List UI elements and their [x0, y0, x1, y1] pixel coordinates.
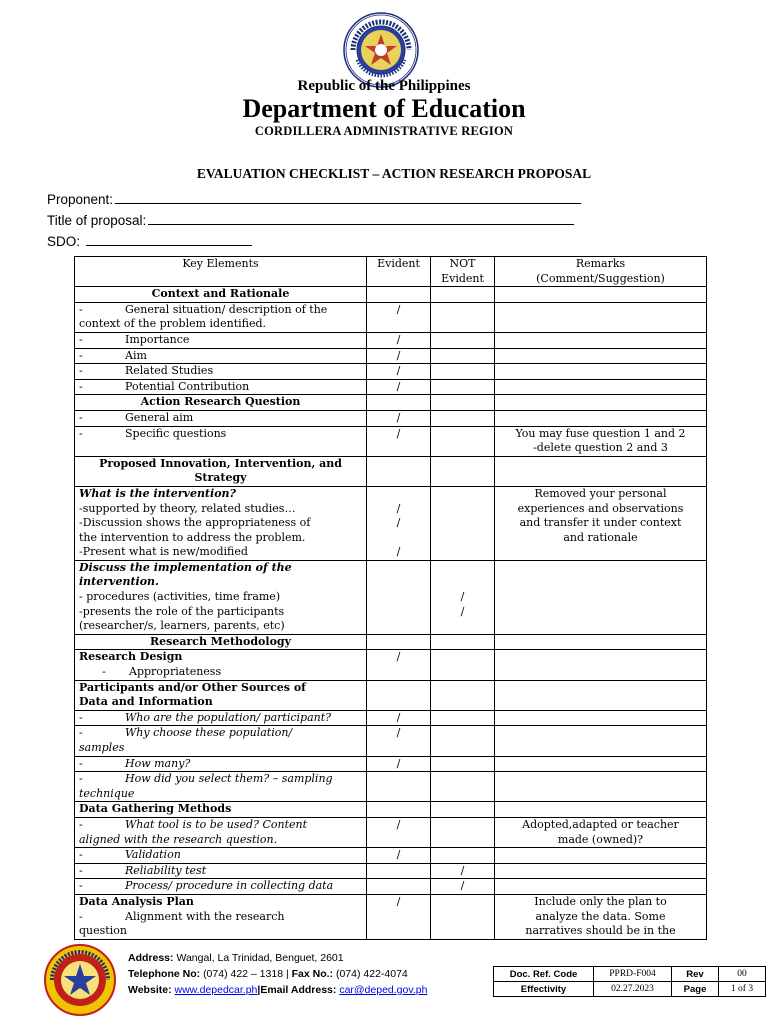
section-row [75, 634, 707, 650]
region-heading: CORDILLERA ADMINISTRATIVE REGION [254, 124, 514, 138]
republic-heading: Republic of the Philippines [297, 78, 471, 94]
row-how-many: How many? [125, 756, 191, 770]
remark-tool: Adopted,adapted or teacher made (owned)? [495, 817, 707, 847]
row-reliability: Reliability test [125, 863, 207, 877]
section-context: Context and Rationale [75, 287, 367, 303]
table-row [75, 817, 707, 847]
doc-ref-table [493, 966, 766, 997]
sdo-line [86, 234, 252, 246]
section-arq: Action Research Question [75, 395, 367, 411]
checklist-table [74, 256, 707, 940]
remark-intervention: Removed your personal experiences and observations and transfer it under context and rationale [495, 486, 707, 560]
table-row [75, 486, 707, 560]
doc-ref-code-label: Doc. Ref. Code [494, 967, 594, 982]
section-row [75, 456, 707, 486]
remark-data-analysis: Include only the plan to analyze the data. Some narratives should be in the [495, 894, 707, 939]
rev-value: 00 [719, 967, 766, 982]
evident-mark: / [367, 379, 431, 395]
table-header-row [75, 257, 707, 287]
evident-mark: / [367, 710, 431, 726]
row-related-studies: Related Studies [125, 364, 214, 378]
evident-mark: / [367, 410, 431, 426]
row-research-design: Research Design - Appropriateness [75, 650, 367, 680]
evident-mark: / [367, 364, 431, 380]
evident-mark: / [367, 426, 431, 456]
row-potential-contribution: Potential Contribution [125, 379, 250, 393]
evident-mark: / [367, 302, 431, 332]
header-remarks: Remarks (Comment/Suggestion) [495, 257, 707, 287]
deped-seal [343, 12, 419, 88]
document-title: EVALUATION CHECKLIST – ACTION RESEARCH PROPOSAL [196, 166, 592, 181]
row-general-situation: - General situation/ description of the context of the problem identified. [75, 302, 367, 332]
row-data-gathering: Data Gathering Methods [75, 802, 367, 818]
doc-ref-code: PPRD-F004 [594, 967, 672, 982]
evident-mark: / [367, 756, 431, 772]
header-key-elements: Key Elements [75, 257, 367, 287]
row-data-analysis: Data Analysis Plan - Alignment with the research question [75, 894, 367, 939]
effectivity-value: 02.27.2023 [594, 982, 672, 997]
email-link[interactable]: car@deped.gov.ph [339, 984, 428, 996]
page-label: Page [672, 982, 719, 997]
website-link[interactable]: www.depedcar.ph [174, 984, 258, 996]
evident-mark: / [367, 348, 431, 364]
table-row: - Aim / [75, 348, 707, 364]
footer-fax: (074) 422-4074 [335, 968, 408, 980]
table-row [75, 802, 707, 818]
header-not-evident: NOT Evident [431, 257, 495, 287]
evident-mark: / [367, 848, 431, 864]
table-row [75, 772, 707, 802]
proponent-field [47, 192, 581, 207]
remark-specific-questions: You may fuse question 1 and 2 -delete question 2 and 3 [495, 426, 707, 456]
evident-marks: / / / [367, 486, 431, 560]
row-importance: Importance [125, 332, 190, 346]
section-row [75, 395, 707, 411]
table-row: - Process/ procedure in collecting data / [75, 879, 707, 895]
table-row [75, 302, 707, 332]
row-implementation: Discuss the implementation of the intervention. - procedures (activities, time frame) -presents the role of the participants (researcher/s, learners, parents, etc) [75, 560, 367, 634]
table-row [75, 560, 707, 634]
table-row: - Validation / [75, 848, 707, 864]
row-specific-questions: Specific questions [125, 426, 227, 440]
proposal-title-line [148, 213, 574, 225]
footer-address: Wangal, La Trinidad, Benguet, 2601 [176, 952, 344, 964]
table-row [75, 894, 707, 939]
proponent-label: Proponent: [47, 192, 114, 207]
row-aim: Aim [125, 348, 147, 362]
department-heading: Department of Education [242, 94, 526, 123]
table-row: - Importance / [75, 332, 707, 348]
row-why-choose: - Why choose these population/ samples [75, 726, 367, 756]
not-evident-marks: / / [431, 560, 495, 634]
not-evident-mark: / [431, 863, 495, 879]
table-row: - How many? / [75, 756, 707, 772]
table-row: - Potential Contribution / [75, 379, 707, 395]
table-row: - Specific questions / You may fuse question 1 and 2 -delete question 2 and 3 [75, 426, 707, 456]
footer-contact: Address: Wangal, La Trinidad, Benguet, 2601 Telephone No: (074) 422 – 1318 | Fax No.: (074) 422-4074 Website: www.depedcar.ph|Email Address: car@deped.gov.ph [128, 952, 428, 996]
row-participants: Participants and/or Other Sources of Data and Information [75, 680, 367, 710]
not-evident-mark: / [431, 879, 495, 895]
section-innovation: Proposed Innovation, Intervention, and Strategy [75, 456, 367, 486]
table-row [75, 726, 707, 756]
evident-mark: / [367, 817, 431, 847]
table-row [75, 680, 707, 710]
rev-label: Rev [672, 967, 719, 982]
row-who-population: Who are the population/ participant? [125, 710, 332, 724]
footer-telephone: (074) 422 – 1318 [203, 968, 284, 980]
row-tool: - What tool is to be used? Content aligned with the research question. [75, 817, 367, 847]
section-row [75, 287, 707, 303]
table-row: - Related Studies / [75, 364, 707, 380]
effectivity-label: Effectivity [494, 982, 594, 997]
row-how-select: - How did you select them? – sampling technique [75, 772, 367, 802]
evident-mark: / [367, 332, 431, 348]
table-row [75, 650, 707, 680]
section-methodology: Research Methodology [75, 634, 367, 650]
table-row: - Reliability test / [75, 863, 707, 879]
sdo-label: SDO: [47, 234, 81, 249]
proponent-line [115, 192, 581, 204]
row-intervention: What is the intervention? -supported by theory, related studies… -Discussion shows the appropriateness of the intervention to address the problem. -Present what is new/modified [75, 486, 367, 560]
proposal-title-field [47, 213, 574, 228]
sdo-field [47, 234, 252, 249]
page-value: 1 of 3 [719, 982, 766, 997]
proposal-title-label: Title of proposal: [47, 213, 147, 228]
evident-mark: / [367, 726, 431, 756]
row-validation: Validation [125, 848, 181, 862]
region-logo [44, 944, 116, 1016]
table-row: - Who are the population/ participant? / [75, 710, 707, 726]
header-evident: Evident [367, 257, 431, 287]
table-row: - General aim / [75, 410, 707, 426]
evident-mark: / [367, 894, 431, 939]
row-general-aim: General aim [125, 410, 194, 424]
evident-mark: / [367, 650, 431, 680]
row-process: Process/ procedure in collecting data [125, 879, 334, 893]
